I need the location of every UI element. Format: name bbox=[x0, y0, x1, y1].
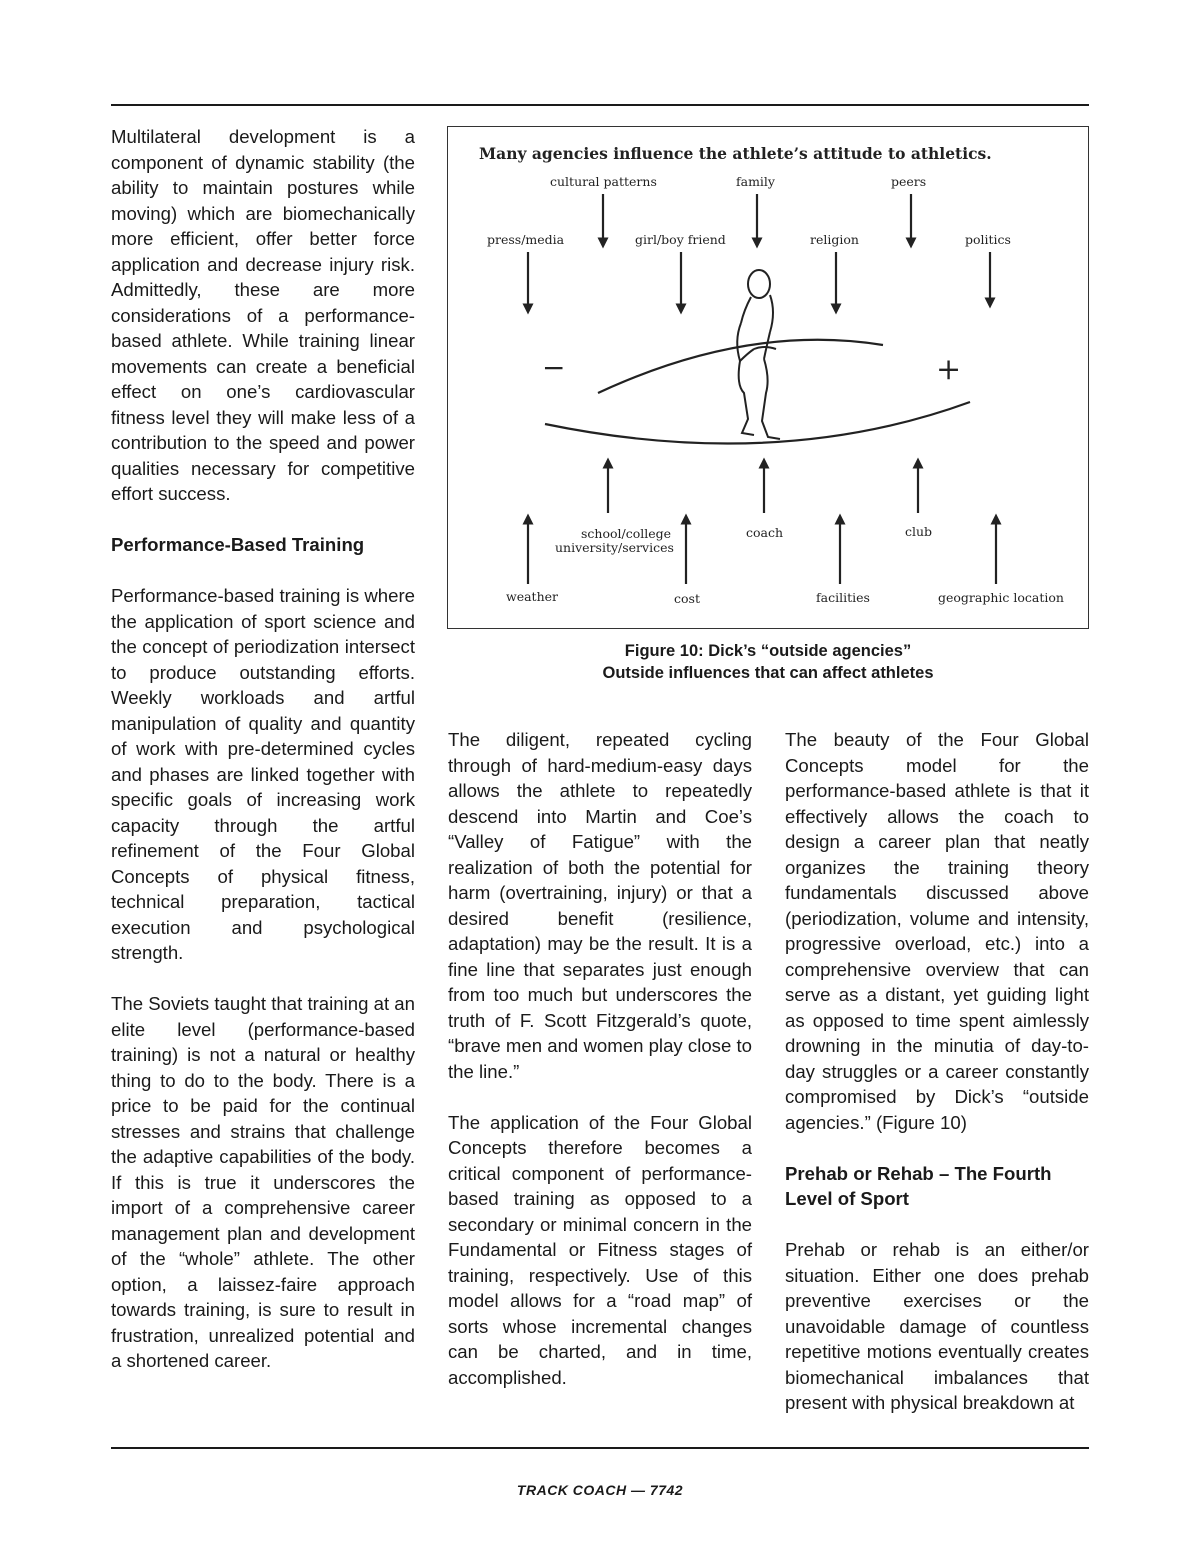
figure-title: Many agencies influence the athlete’s attitude to athletics. bbox=[479, 144, 992, 163]
right-paragraph-2: Prehab or rehab is an either/or situation. Either one does prehab preventive exercises or the unavoidable damage of countless repetitive motions eventually creates biomechanical imbalances that present with physical breakdown at bbox=[785, 1239, 1089, 1413]
tightrope bbox=[545, 402, 970, 444]
page-footer: TRACK COACH — 7742 bbox=[516, 1482, 684, 1498]
middle-column bbox=[448, 727, 752, 1416]
figure-10 bbox=[447, 126, 1089, 629]
label-politics: politics bbox=[965, 232, 1011, 247]
label-cost: cost bbox=[674, 591, 700, 606]
section-heading-prehab-rehab: Prehab or Rehab – The Fourth Level of Sport bbox=[785, 1162, 1052, 1209]
label-club: club bbox=[905, 524, 933, 539]
minus-sign: − bbox=[542, 351, 566, 384]
label-coach: coach bbox=[746, 525, 784, 540]
figure-caption-line-2: Outside influences that can affect athletes bbox=[602, 664, 934, 682]
left-paragraph-1: Multilateral development is a component of dynamic stability (the ability to maintain postures while moving) which are biomechanically more efficient, offer better force application and decrease injury risk. Admittedly, these are more considerations of a performance-based athlete. While training linear movements can create a beneficial effect on one’s cardiovascular fitness level they will make less of a contribution to the speed and power qualities necessary for competitive effort success. bbox=[111, 126, 415, 504]
label-girl-boy-friend: girl/boy friend bbox=[635, 232, 726, 247]
left-paragraph-3: The Soviets taught that training at an elite level (performance-based training) is not a natural or healthy thing to do to the body. There is a price to be paid for the continual stresses and strains that challenge the adaptive capabilities of the body. If this is true it underscores the import of a comprehensive career management plan and development of the “whole” athlete. The other option, a laissez-faire approach towards training, is sure to result in frustration, unrealized potential and a shortened career. bbox=[111, 993, 415, 1371]
label-cultural-patterns: cultural patterns bbox=[550, 174, 657, 189]
label-press-media: press/media bbox=[487, 232, 565, 247]
label-weather: weather bbox=[506, 589, 558, 604]
top-rule bbox=[111, 104, 1089, 106]
downward-arrows bbox=[528, 194, 990, 309]
outside-agencies-diagram bbox=[448, 127, 1088, 627]
bottom-rule bbox=[111, 1447, 1089, 1449]
label-facilities: facilities bbox=[816, 590, 870, 605]
label-peers: peers bbox=[891, 174, 927, 189]
label-university-services: university/services bbox=[555, 540, 674, 555]
label-school-college: school/college bbox=[581, 526, 672, 541]
plus-sign: + bbox=[936, 352, 962, 387]
middle-paragraph-1: The diligent, repeated cycling through of hard-medium-easy days allows the athlete to repeatedly descend into Martin and Coe’s “Valley of Fatigue” with the realization of both the potential for harm (overtraining, injury) or that a desired benefit (resilience, adaptation) may be the result. It is a fine line that separates just enough from too much but underscores the truth of F. Scott Fitzgerald’s quote, “brave men and women play close to the line.” bbox=[448, 729, 752, 1082]
middle-paragraph-2: The application of the Four Global Concepts therefore becomes a critical component of performance-based training as opposed to a secondary or minimal concern in the Fundamental or Fitness stages of training, respectively. Use of this model allows for a “road map” of sorts whose incremental changes can be charted, and in time, accomplished. bbox=[448, 1111, 752, 1388]
label-family: family bbox=[736, 174, 775, 189]
label-geographic-location: geographic location bbox=[938, 590, 1064, 605]
right-column bbox=[785, 727, 1089, 1441]
right-paragraph-1: The beauty of the Four Global Concepts model for the performance-based athlete is that it effectively allows the coach to design a career plan that neatly organizes the training theory fundamentals discussed above (periodization, volume and intensity, progressive overload, etc.) into a comprehensive overview that can serve as a distant, yet guiding light as opposed to time spent aimlessly drowning in the minutia of day-to-day struggles or a career constantly compromised by Dick’s “outside agencies.” (Figure 10) bbox=[785, 729, 1089, 1133]
figure-caption bbox=[447, 640, 1089, 684]
label-religion: religion bbox=[810, 232, 859, 247]
figure-caption-line-1: Figure 10: Dick’s “outside agencies” bbox=[624, 642, 912, 660]
tightrope-walker-figure bbox=[737, 270, 780, 439]
left-column bbox=[111, 124, 415, 1399]
section-heading-performance-based-training: Performance-Based Training bbox=[111, 534, 365, 555]
left-paragraph-2: Performance-based training is where the application of sport science and the concept of periodization intersect to produce outstanding efforts. Weekly workloads and artful manipulation of quality and quantity of work with pre-determined cycles and phases are linked together with specific goals of increasing work capacity through the artful refinement of the Four Global Concepts of physical fitness, technical preparation, tactical execution and psychological strength. bbox=[111, 585, 415, 963]
